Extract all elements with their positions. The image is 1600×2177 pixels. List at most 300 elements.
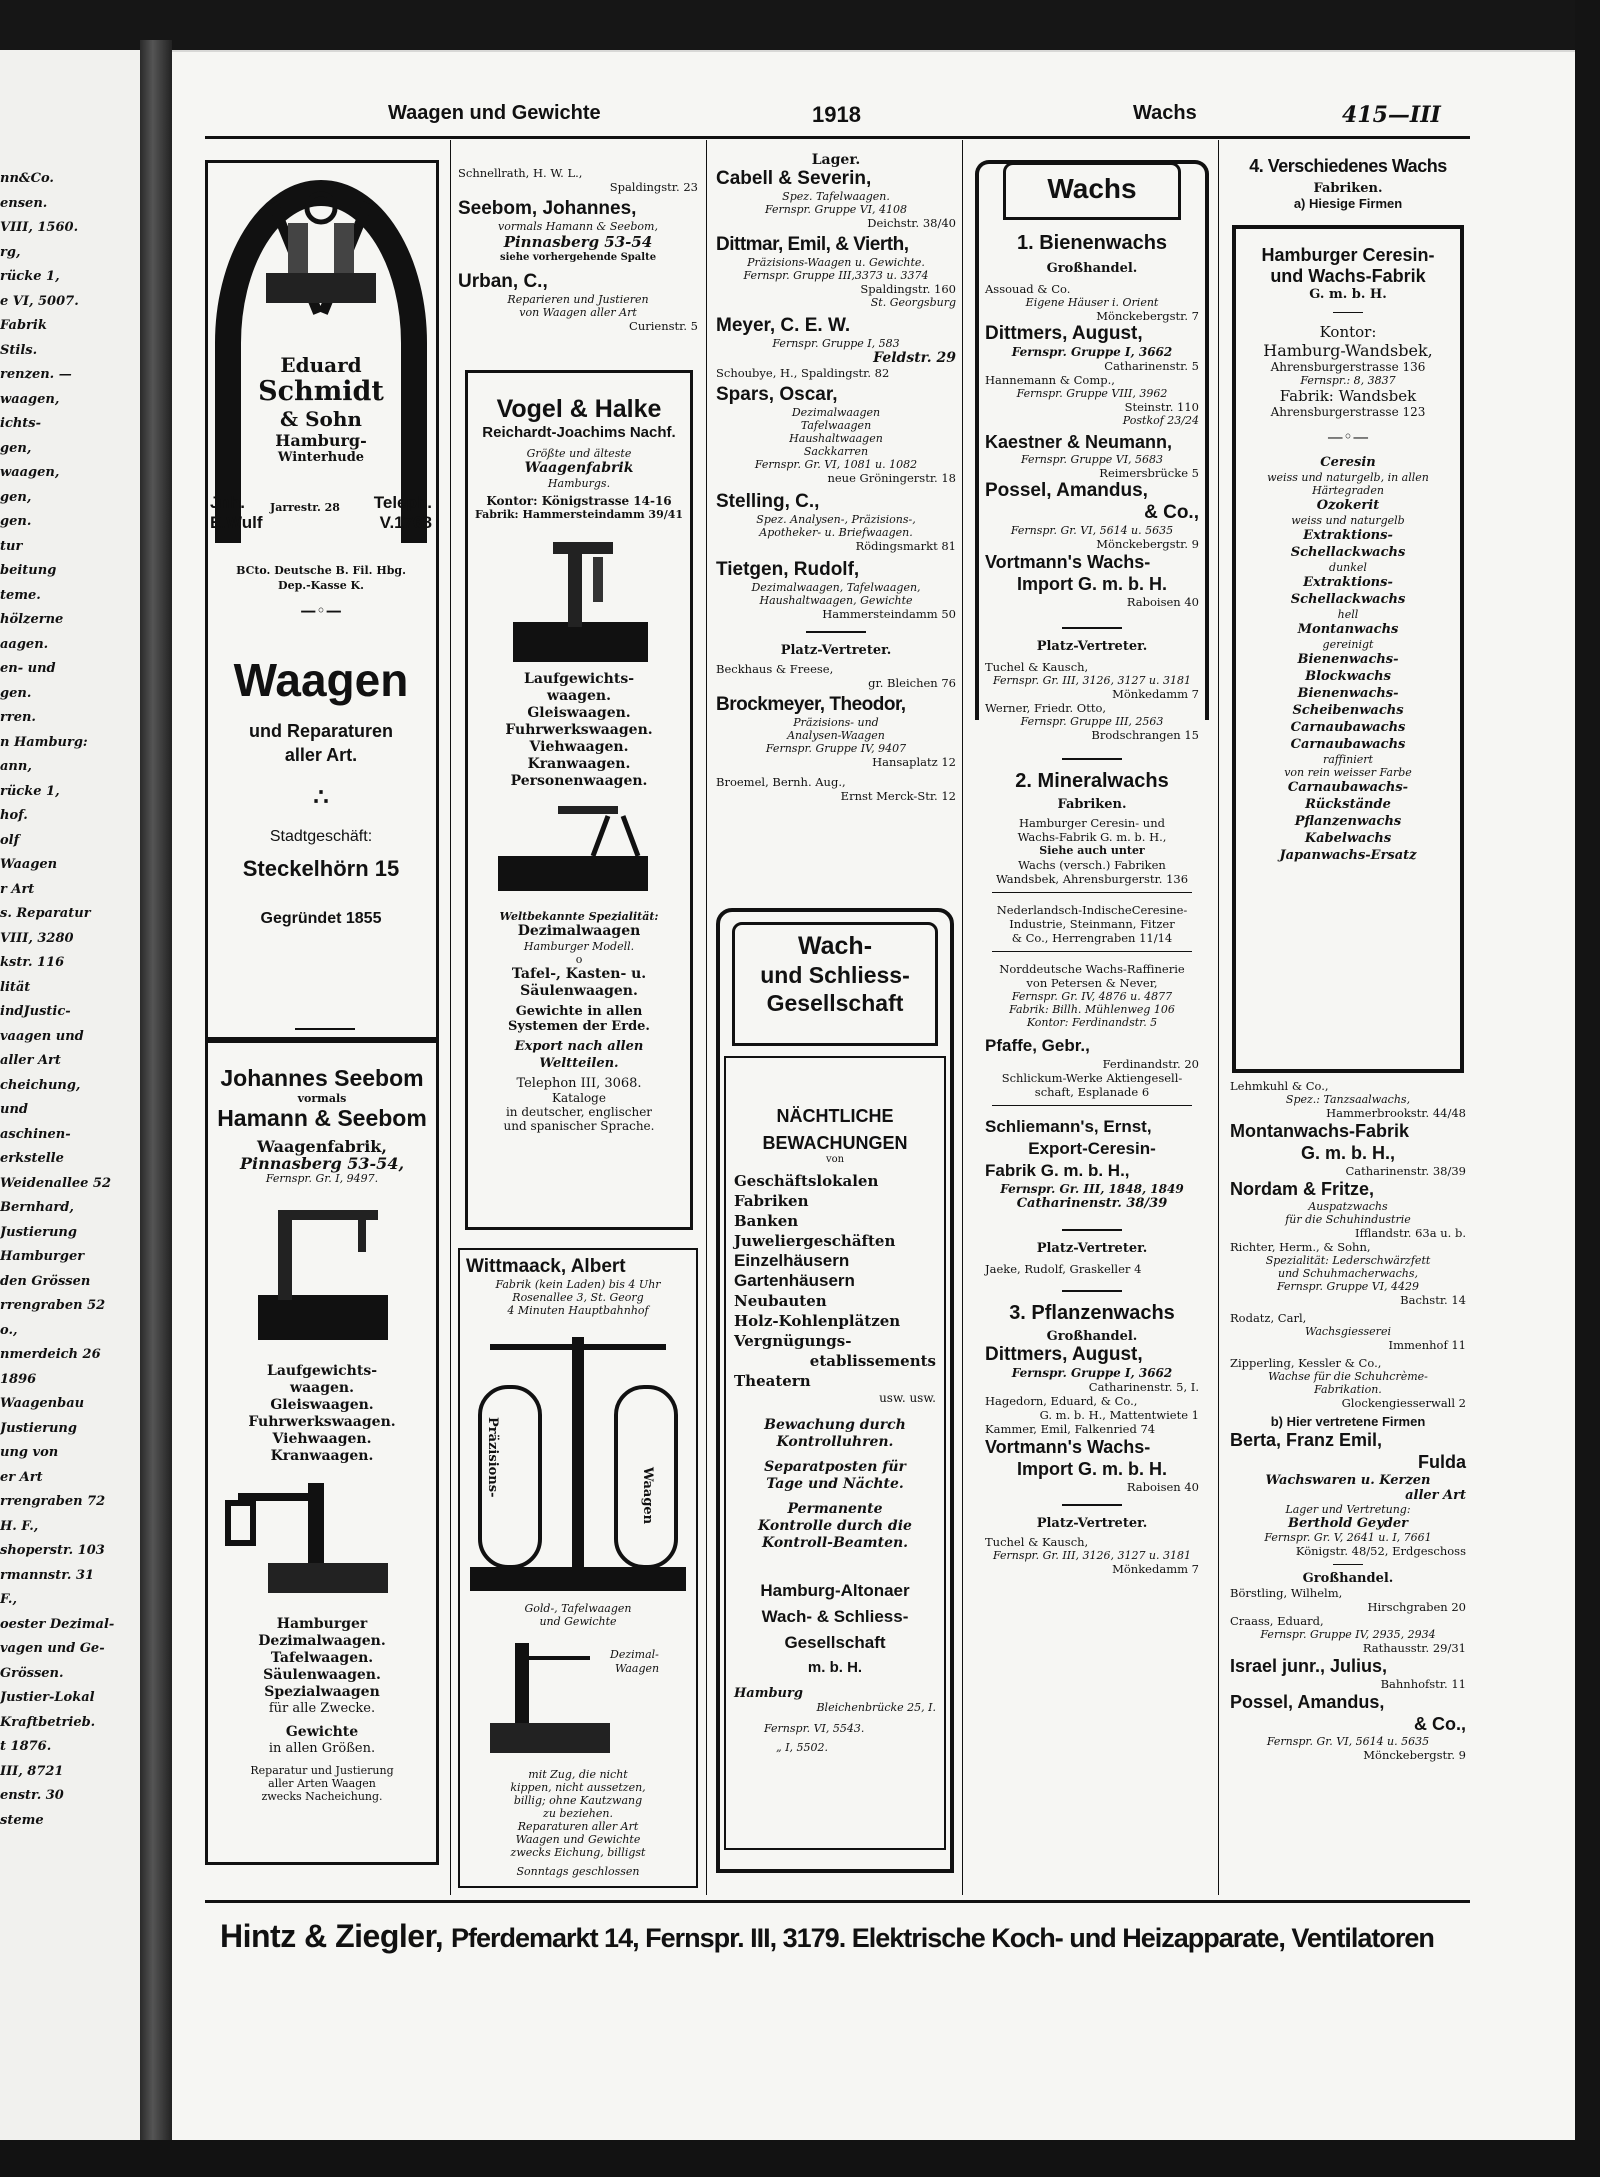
dittmers2-name: Dittmers, August, xyxy=(985,1344,1143,1365)
hc-product: Ozokerit xyxy=(1316,498,1380,513)
footer-advert xyxy=(220,1918,1434,1955)
wittmaack-zug: Reparaturen aller Art xyxy=(517,1820,639,1833)
wach-usw: usw. usw. xyxy=(879,1391,936,1405)
facing-page-line: rg, xyxy=(0,244,21,260)
footer-rest: Pferdemarkt 14, Fernspr. III, 3179. Elektrische Koch- und Heizapparate, Ventilatoren xyxy=(450,1923,1434,1953)
vortmann-name: Vortmann's Wachs- xyxy=(985,552,1151,572)
vogel-gew2: Systemen der Erde. xyxy=(508,1019,650,1034)
facing-page-line: ichts- xyxy=(0,416,42,431)
vogel-sub: Reichardt-Joachims Nachf. xyxy=(482,424,676,441)
facing-page-line: nn&Co. xyxy=(0,171,54,186)
wittmaack-dez2: Waagen xyxy=(615,1662,660,1675)
hc-kontor: Kontor: xyxy=(1319,323,1377,341)
wach-von: von xyxy=(825,1154,845,1165)
fabriken-heading: Fabriken. xyxy=(1313,181,1383,196)
urban-l2: von Waagen aller Art xyxy=(519,306,637,319)
grosshandel-heading: Großhandel. xyxy=(1046,1329,1138,1344)
platz-heading: Platz-Vertreter. xyxy=(1036,1516,1148,1531)
running-head-left: Waagen und Gewichte xyxy=(388,102,601,124)
facing-page-line: renzen. — xyxy=(0,367,72,382)
hc-l: Wandsbek, Ahrensburgerstr. 136 xyxy=(995,872,1189,886)
seebom-rep: zwecks Nacheichung. xyxy=(261,1790,383,1803)
dittmar-addr: Spaldingstr. 160 xyxy=(860,282,956,296)
lager-heading: Lager. xyxy=(811,152,861,168)
urban-l1: Reparieren und Justieren xyxy=(507,293,649,306)
facing-page-line: gen. xyxy=(0,685,32,701)
wittmaack-zug: zwecks Eichung, billigst xyxy=(510,1846,646,1859)
platform-scale-icon xyxy=(468,527,690,667)
spars-l: Haushaltwaagen xyxy=(789,432,883,445)
boerst-l: Hirschgraben 20 xyxy=(1367,1600,1466,1614)
facing-page-line: er Art xyxy=(0,1469,43,1485)
schmidt-owner: E.Wulf xyxy=(210,513,263,532)
hc-l: Wachs-Fabrik G. m. b. H., xyxy=(1017,830,1167,844)
facing-page-line: teme. xyxy=(0,587,41,603)
werner-addr: Brodschrangen 15 xyxy=(1091,728,1199,742)
facing-page-line: olf xyxy=(0,832,20,848)
wach-t1: Wach- xyxy=(797,932,873,960)
hamburger-ceresin-ad xyxy=(1232,225,1464,1073)
hc-product: gereinigt xyxy=(1322,638,1374,651)
wittmaack-zug: Waagen und Gewichte xyxy=(515,1833,641,1846)
werner-l: Fernspr. Gruppe III, 2563 xyxy=(1020,715,1164,728)
facing-page-line: Grössen. xyxy=(0,1665,64,1681)
vogel-item: Kranwaagen. xyxy=(527,756,631,772)
vogel-hm: Hamburger Modell. xyxy=(523,940,635,953)
bienenwachs-heading: 1. Bienenwachs xyxy=(1016,232,1168,254)
facing-page-line: tur xyxy=(0,538,23,554)
facing-page-line: waagen, xyxy=(0,391,60,407)
nord-l: Fernspr. Gr. IV, 4876 u. 4877 xyxy=(1011,990,1173,1003)
running-head-year: 1918 xyxy=(812,102,861,127)
jaeke: Jaeke, Rudolf, Graskeller 4 xyxy=(985,1262,1142,1276)
assouad-l: Eigene Häuser i. Orient xyxy=(1025,296,1159,309)
wittmaack-gold: Gold-, Tafelwaagen xyxy=(524,1602,632,1615)
seebom-rep: aller Arten Waagen xyxy=(268,1777,376,1790)
facing-page-line: rücke 1, xyxy=(0,269,60,284)
seebom-ad-tel: Fernspr. Gr. I, 9497. xyxy=(265,1172,379,1185)
hc-t2: und Wachs-Fabrik xyxy=(1270,266,1426,286)
nordam-l1: Auspatzwachs xyxy=(1308,1200,1388,1213)
wach-b2: Kontrolluhren. xyxy=(776,1434,894,1450)
vogel-exp2: Weltteilen. xyxy=(539,1056,619,1071)
vogel-l2: Waagenfabrik xyxy=(524,460,634,476)
facing-page-line: hölzerne xyxy=(0,612,64,627)
schliemann-n3: Fabrik G. m. b. H., xyxy=(985,1161,1130,1180)
seebom-entry-l1: vormals Hamann & Seebom, xyxy=(498,220,658,233)
hc-product: hell xyxy=(1337,608,1359,621)
scan-border-bottom xyxy=(0,2140,1600,2177)
facing-page xyxy=(0,50,150,2150)
kaestner-name: Kaestner & Neumann, xyxy=(985,432,1173,452)
facing-page-line: rrengraben 52 xyxy=(0,1298,106,1313)
vogel-dez: Dezimalwaagen xyxy=(517,923,641,939)
wach-item: Gartenhäusern xyxy=(734,1271,855,1290)
brock-l: Präzisions- und xyxy=(793,716,879,729)
brock-l: Analysen-Waagen xyxy=(787,729,885,742)
vogel-l1: Größte und älteste xyxy=(526,447,632,460)
decimal-scale-icon xyxy=(468,796,690,906)
hannemann-addr2: Postkof 23/24 xyxy=(1122,414,1199,427)
wach-item: Neubauten xyxy=(734,1292,827,1310)
wach-item: Einzelhäusern xyxy=(734,1251,850,1270)
hc-product: dunkel xyxy=(1329,561,1367,574)
wach-item: Fabriken xyxy=(734,1192,809,1210)
wittmaack-sonn: Sonntags geschlossen xyxy=(516,1865,640,1878)
wach-item: Juweliergeschäften xyxy=(734,1232,896,1250)
dittmar-l2: Fernspr. Gruppe III,3373 u. 3374 xyxy=(743,269,929,282)
hc-product: Ceresin xyxy=(1320,455,1376,470)
facing-page-line: e VI, 5007. xyxy=(0,293,79,309)
wittmaack-zug: zu beziehen. xyxy=(543,1807,613,1820)
facing-page-line: Kraftbetrieb. xyxy=(0,1714,96,1730)
seebom-item: Gleiswaagen. xyxy=(270,1397,374,1413)
schmidt-street: Steckelhörn 15 xyxy=(242,856,400,881)
vortmann-addr: Raboisen 40 xyxy=(1126,595,1199,609)
facing-page-line: Justierung xyxy=(0,1420,77,1436)
seebom-entry-l2: Pinnasberg 53-54 xyxy=(503,233,653,251)
vogel-kontor: Kontor: Königstrasse 14-16 xyxy=(486,494,672,508)
schliemann-name: Schliemann's, Ernst, xyxy=(985,1117,1152,1136)
spars-l: Sackkarren xyxy=(803,445,869,458)
brockmeyer-name: Brockmeyer, Theodor, xyxy=(716,694,906,715)
facing-page-line: Justier-Lokal xyxy=(0,1690,95,1705)
nord-l: Norddeutsche Wachs-Raffinerie xyxy=(999,962,1185,976)
vogel-exp1: Export nach allen xyxy=(514,1039,644,1054)
column-5 xyxy=(1226,140,1470,1977)
running-head-section: Wachs xyxy=(1133,102,1197,124)
facing-page-line: rren. xyxy=(0,710,36,725)
schmidt-bank: BCto. Deutsche B. Fil. Hbg. xyxy=(236,564,406,577)
schmidt-name3: & Sohn xyxy=(280,407,362,431)
zipp-l: Fabrikation. xyxy=(1314,1383,1382,1396)
dittmers2-addr: Catharinenstr. 5, I. xyxy=(1088,1380,1199,1394)
berta-n2: Fulda xyxy=(1418,1452,1466,1472)
richter-l: und Schuhmacherwachs, xyxy=(1277,1267,1419,1280)
hc-l: Siehe auch unter xyxy=(1039,844,1145,857)
broemel-addr: Ernst Merck-Str. 12 xyxy=(840,789,956,803)
book-gutter xyxy=(140,40,172,2177)
stelling-l: Spez. Analysen-, Präzisions-, xyxy=(756,513,916,526)
hc-tel: Fernspr.: 8, 3837 xyxy=(1300,374,1396,387)
facing-page-line: aller Art xyxy=(0,1053,61,1068)
schliemann-tel: Fernspr. Gr. III, 1848, 1849 xyxy=(1000,1182,1184,1196)
nord-l: Fabrik: Billh. Mühlenweg 106 xyxy=(1009,1003,1175,1016)
schmidt-shop: Stadtgeschäft: xyxy=(269,828,373,845)
hc-product: von rein weisser Farbe xyxy=(1284,766,1412,779)
wach-mbh: m. b. H. xyxy=(807,1659,863,1676)
hc-product: Kabelwachs xyxy=(1304,831,1392,846)
vogel-saeulen: Säulenwaagen. xyxy=(520,983,638,999)
wach-item: Theatern xyxy=(734,1372,811,1390)
brock-addr: Hansaplatz 12 xyxy=(872,755,956,769)
vogel-kat2: in deutscher, englischer xyxy=(505,1105,653,1119)
facing-page-line: Justierung xyxy=(0,1224,77,1240)
hc-product: Carnaubawachs xyxy=(1290,737,1406,752)
broemel: Broemel, Bernh. Aug., xyxy=(716,775,846,789)
facing-page-line: r Art xyxy=(0,881,35,897)
stelling-name: Stelling, C., xyxy=(716,491,820,512)
wach-n1: NÄCHTLICHE xyxy=(776,1106,894,1126)
meyer-l1: Fernspr. Gruppe I, 583 xyxy=(772,337,900,350)
vogel-item: Laufgewichts- xyxy=(523,671,635,687)
schmidt-und: und Reparaturen xyxy=(248,721,394,741)
facing-page-line: H. F., xyxy=(0,1518,39,1534)
rodatz-l: Immenhof 11 xyxy=(1388,1338,1466,1352)
hc-l: Wachs (versch.) Fabriken xyxy=(1018,858,1166,872)
vortmann2-n2: Import G. m. b. H. xyxy=(1016,1459,1167,1479)
facing-page-line: gen, xyxy=(0,489,32,505)
schmidt-aller: aller Art. xyxy=(284,745,358,765)
schoubye: Schoubye, H., Spaldingstr. 82 xyxy=(716,366,890,380)
schnellrath-name: Schnellrath, H. W. L., xyxy=(458,166,583,180)
wittmaack-dez: Dezimal- xyxy=(610,1648,659,1661)
facing-page-line: Stils. xyxy=(0,342,38,358)
dittmers2-l1: Fernspr. Gruppe I, 3662 xyxy=(1011,1366,1173,1380)
werner: Werner, Friedr. Otto, xyxy=(985,701,1107,715)
hc-product: Scheibenwachs xyxy=(1292,703,1404,718)
vogel-item: waagen. xyxy=(547,688,611,704)
possel2-co: & Co., xyxy=(1414,1714,1466,1734)
vogel-tafel: Tafel-, Kasten- u. xyxy=(511,966,647,982)
schmidt-tel: Teleph. xyxy=(373,493,432,512)
facing-page-line: nmerdeich 26 xyxy=(0,1347,101,1362)
wach-bl: Bleichenbrücke 25, I. xyxy=(816,1701,936,1714)
brock-l: Fernspr. Gruppe IV, 9407 xyxy=(765,742,907,755)
trefoil-icon: ∴ xyxy=(313,784,329,811)
spars-name: Spars, Oscar, xyxy=(716,384,838,405)
vogel-spec: Weltbekannte Spezialität: xyxy=(499,910,659,923)
facing-page-line: cheichung, xyxy=(0,1077,81,1093)
wach-item: etablissements xyxy=(809,1352,936,1370)
spars-l: Fernspr. Gr. VI, 1081 u. 1082 xyxy=(754,458,918,471)
wachs-title: Wachs xyxy=(1047,173,1137,204)
mineralwachs-heading: 2. Mineralwachs xyxy=(1015,770,1169,792)
wach-hh: Hamburg xyxy=(734,1686,803,1701)
hc-product: Montanwachs xyxy=(1297,622,1399,637)
hagedorn-l: Kammer, Emil, Falkenried 74 xyxy=(985,1422,1156,1436)
decimal-scale-icon xyxy=(460,1628,696,1768)
wittmaack-zug: kippen, nicht aussetzen, xyxy=(510,1781,646,1794)
facing-page-line: erkstelle xyxy=(0,1151,64,1166)
vogel-fabrik: Fabrik: Hammersteindamm 39/41 xyxy=(474,508,684,521)
facing-page-line: rmannstr. 31 xyxy=(0,1567,95,1583)
facing-page-line: gen. xyxy=(0,514,32,529)
dittmers-l1: Fernspr. Gruppe I, 3662 xyxy=(1011,345,1173,359)
decimal-scale-icon xyxy=(208,1473,434,1608)
nordam-l2: für die Schuhindustrie xyxy=(1285,1213,1411,1226)
pfaffe-addr: Ferdinandstr. 20 xyxy=(1102,1057,1199,1071)
schmidt-name2: Schmidt xyxy=(258,376,384,407)
wach-f2: „ I, 5502. xyxy=(776,1741,829,1754)
meyer-name: Meyer, C. E. W. xyxy=(716,315,851,336)
vogel-halke-ad xyxy=(465,370,693,1230)
tuchel: Tuchel & Kausch, xyxy=(985,660,1089,674)
hagedorn-l: G. m. b. H., Mattentwiete 1 xyxy=(1039,1408,1199,1422)
schlick-l: Schlickum-Werke Aktiengesell- xyxy=(1001,1071,1183,1085)
wach-p3: Kontroll-Beamten. xyxy=(761,1535,909,1551)
zipp-l: Zipperling, Kessler & Co., xyxy=(1230,1356,1382,1370)
hc-ahr: Ahrensburgerstrasse 136 xyxy=(1270,360,1426,374)
facing-page-line: o., xyxy=(0,1322,18,1338)
wach-item: Vergnügungs- xyxy=(734,1332,852,1350)
facing-page-line: aschinen- xyxy=(0,1126,71,1142)
facing-page-line: lität xyxy=(0,979,31,995)
seebom-item: Laufgewichts- xyxy=(266,1363,378,1379)
meyer-addr: Feldstr. 29 xyxy=(873,350,956,366)
hiervertretene-heading: b) Hier vertretene Firmen xyxy=(1270,1414,1426,1429)
wach-ws: Wach- & Schliess- xyxy=(761,1607,909,1626)
vogel-o: o xyxy=(575,953,583,966)
hc-product: raffiniert xyxy=(1323,753,1373,766)
rodatz-l: Wachsgiesserei xyxy=(1305,1325,1391,1338)
seebom-rep: Reparatur und Justierung xyxy=(250,1764,394,1777)
hc-product: Härtegraden xyxy=(1312,484,1384,497)
assouad-addr: Mönckebergstr. 7 xyxy=(1096,309,1199,323)
platz-heading: Platz-Vertreter. xyxy=(1036,639,1148,654)
facing-page-line: und xyxy=(0,1102,28,1117)
column-4 xyxy=(975,140,1209,1977)
seebom-ad-addr: Pinnasberg 53-54, xyxy=(239,1154,405,1173)
platform-scale-icon xyxy=(208,1195,434,1355)
facing-page-line: Hamburger xyxy=(0,1249,85,1264)
hc-product: Japanwachs-Ersatz xyxy=(1279,848,1417,863)
facing-page-line: Bernhard, xyxy=(0,1200,74,1215)
seebom-ad xyxy=(205,1040,439,1865)
berta-name: Berta, Franz Emil, xyxy=(1230,1430,1383,1450)
seebom-gew: Gewichte xyxy=(285,1724,359,1740)
schmidt-telno: V.1768 xyxy=(379,513,432,532)
page-number: 415—III xyxy=(1342,102,1441,128)
seebom-ad-firm: Hamann & Seebom xyxy=(217,1105,427,1131)
wach-p1: Permanente xyxy=(787,1501,883,1517)
stelling-l: Apotheker- u. Briefwaagen. xyxy=(759,526,913,539)
wach-t2: und Schliess- xyxy=(760,962,910,988)
beckhaus: Beckhaus & Freese, xyxy=(716,662,834,676)
facing-page-line: oester Dezimal- xyxy=(0,1616,115,1632)
boerst-l: Börstling, Wilhelm, xyxy=(1230,1586,1343,1600)
facing-page-line: kstr. 116 xyxy=(0,955,65,970)
nord-l: Kontor: Ferdinandstr. 5 xyxy=(1026,1016,1158,1029)
seebom-item: Kranwaagen. xyxy=(270,1448,374,1464)
assouad: Assouad & Co. xyxy=(985,282,1071,296)
wach-item: Geschäftslokalen xyxy=(734,1172,879,1190)
cabell-addr: Deichstr. 38/40 xyxy=(867,216,956,230)
facing-page-line: Waagen xyxy=(0,857,58,872)
hc-product: weiss und naturgelb, in allen xyxy=(1267,471,1429,484)
possel-addr: Mönckebergstr. 9 xyxy=(1096,537,1199,551)
facing-page-line: Weidenallee 52 xyxy=(0,1175,112,1191)
crass-l: Fernspr. Gruppe IV, 2935, 2934 xyxy=(1260,1628,1436,1641)
hc-fab: Fabrik: Wandsbek xyxy=(1279,387,1417,405)
hiesige-heading: a) Hiesige Firmen xyxy=(1293,196,1403,211)
wach-item: Banken xyxy=(734,1212,799,1230)
tuchel-l: Fernspr. Gr. III, 3126, 3127 u. 3181 xyxy=(992,674,1192,687)
hc-product: Schellackwachs xyxy=(1290,545,1406,560)
hc-product: weiss und naturgelb xyxy=(1291,514,1405,527)
spars-l: Dezimalwaagen xyxy=(791,406,881,419)
separator xyxy=(295,1028,355,1030)
hannemann-addr: Steinstr. 110 xyxy=(1124,400,1199,414)
schlick-l: schaft, Esplanade 6 xyxy=(1034,1085,1150,1099)
hc-product: Rückstände xyxy=(1305,797,1391,812)
wittmaack-l2: Rosenallee 3, St. Georg xyxy=(512,1291,644,1304)
seebom-entry-name: Seebom, Johannes, xyxy=(458,198,637,219)
berta-l1: Wachswaren u. Kerzen xyxy=(1265,1473,1431,1488)
facing-page-line: indJustic- xyxy=(0,1004,71,1019)
facing-page-line: III, 8721 xyxy=(0,1763,64,1779)
dittmar-name: Dittmar, Emil, & Vierth, xyxy=(716,234,909,255)
schmidt-name1: Eduard xyxy=(280,353,362,377)
facing-page-line: hof. xyxy=(0,808,28,823)
vogel-l3: Hamburgs. xyxy=(547,477,611,490)
dittmar-addr2: St. Georgsburg xyxy=(870,296,956,309)
dittmar-l1: Präzisions-Waagen u. Gewichte. xyxy=(747,256,925,269)
dittmers-name: Dittmers, August, xyxy=(985,323,1143,344)
schmidt-addr: Jarrestr. 28 xyxy=(270,501,340,514)
spars-addr: neue Gröningerstr. 18 xyxy=(827,471,956,485)
cabell-name: Cabell & Severin, xyxy=(716,168,872,189)
possel-co: & Co., xyxy=(1144,502,1199,523)
facing-page-line: n Hamburg: xyxy=(0,734,88,750)
vogel-tel: Telephon III, 3068. xyxy=(516,1076,642,1091)
pflanzenwachs-heading: 3. Pflanzenwachs xyxy=(1009,1302,1175,1324)
berta-l4: Berthold Geyder xyxy=(1288,1516,1408,1531)
seebom-item2: Dezimalwaagen. xyxy=(258,1633,386,1649)
facing-page-line: F., xyxy=(0,1592,17,1607)
ornament-icon: —◦— xyxy=(1327,427,1369,446)
tuchel2-addr: Mönkedamm 7 xyxy=(1112,1562,1199,1576)
facing-page-line: vaagen und xyxy=(0,1028,84,1044)
facing-page-line: waagen, xyxy=(0,465,60,480)
schmidt-big: Waagen xyxy=(233,654,409,706)
fabriken-heading: Fabriken. xyxy=(1057,797,1127,812)
wittmaack-l1: Fabrik (kein Laden) bis 4 Uhr xyxy=(495,1278,661,1291)
wach-p2: Kontrolle durch die xyxy=(758,1518,912,1534)
hc-product: Pflanzenwachs xyxy=(1294,814,1402,829)
montan-name: Montanwachs-Fabrik xyxy=(1230,1121,1410,1141)
wittmaack-zug: mit Zug, die nicht xyxy=(528,1768,628,1781)
hc-product: Blockwachs xyxy=(1305,669,1391,684)
seebom-entry-l3: siehe vorhergehende Spalte xyxy=(499,252,657,263)
ornament-icon: —◦— xyxy=(300,601,342,620)
wittmaack-name: Wittmaack, Albert xyxy=(466,1256,626,1277)
wittmaack-ad xyxy=(458,1248,698,1888)
hc-l: Hamburger Ceresin- und xyxy=(1019,816,1165,830)
seebom-item2: Tafelwaagen. xyxy=(270,1650,374,1666)
wittmaack-zug: billig; ohne Kautzwang xyxy=(513,1794,643,1807)
facing-page-line: gen, xyxy=(0,440,32,456)
wach-s1: Separatposten für xyxy=(764,1459,906,1475)
facing-page-line: s. Reparatur xyxy=(0,906,91,921)
wittmaack-l3: 4 Minuten Hauptbahnhof xyxy=(507,1304,649,1317)
berta-tel: Fernspr. Gr. V, 2641 u. I, 7661 xyxy=(1264,1531,1432,1544)
facing-page-line: VIII, 3280 xyxy=(0,930,74,946)
nord-l: von Petersen & Never, xyxy=(1026,976,1158,990)
hc-t1: Hamburger Ceresin- xyxy=(1261,245,1435,265)
platz-heading: Platz-Vertreter. xyxy=(780,643,892,658)
possel2-addr: Mönckebergstr. 9 xyxy=(1363,1748,1466,1762)
facing-page-line: shoperstr. 103 xyxy=(0,1543,105,1558)
possel2-name: Possel, Amandus, xyxy=(1230,1692,1385,1712)
seebom-ad-vormals: vormals xyxy=(297,1092,347,1105)
ned-l: Nederlandsch-IndischeCeresine- xyxy=(996,903,1188,917)
wach-s2: Tage und Nächte. xyxy=(766,1476,904,1492)
seebom-item2: Hamburger xyxy=(276,1616,368,1632)
montan-n2: G. m. b. H., xyxy=(1300,1143,1395,1163)
berta-l2: aller Art xyxy=(1405,1488,1466,1503)
richter-l: Richter, Herm., & Sohn, xyxy=(1230,1240,1371,1254)
